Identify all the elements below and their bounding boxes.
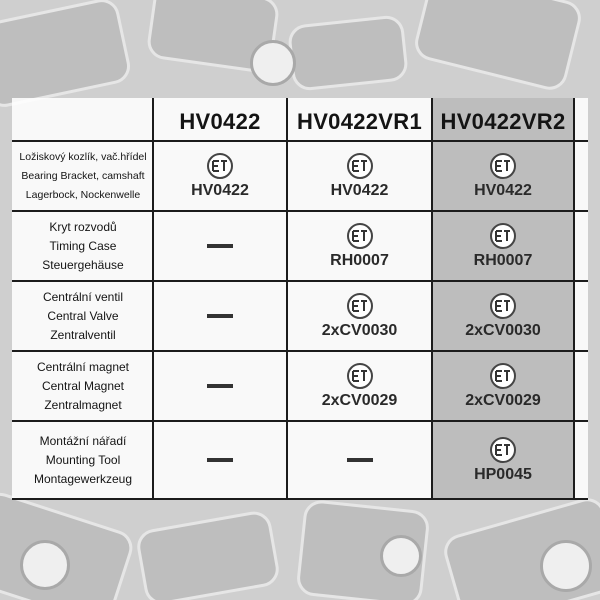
- label-de: Steuergehäuse: [42, 257, 124, 272]
- grid-line: [573, 98, 575, 500]
- label-de: Montagewerkzeug: [33, 471, 133, 486]
- dash-icon: [347, 458, 373, 462]
- column-header: HV0422VR2: [440, 109, 566, 134]
- grid-line: [12, 498, 588, 500]
- table-cell: [433, 352, 573, 420]
- part-code: 2xCV0029: [321, 391, 398, 409]
- label-de: Zentralmagnet: [44, 397, 122, 412]
- label-cz: Centrální ventil: [42, 289, 124, 304]
- et-logo-icon: [347, 293, 373, 319]
- row-label: [14, 422, 152, 498]
- table-cell: [288, 352, 431, 420]
- label-cz: Centrální magnet: [36, 359, 130, 374]
- label-en: Bearing Bracket, camshaft: [21, 169, 145, 182]
- et-logo-icon: [207, 153, 233, 179]
- label-cz: Ložiskový kozlík, vač.hřídel: [19, 150, 147, 163]
- table-cell: [433, 212, 573, 280]
- dash-icon: [207, 384, 233, 388]
- table-cell: [433, 422, 573, 498]
- table-cell: [154, 212, 286, 280]
- row-label: [14, 352, 152, 420]
- part-code: HP0045: [474, 465, 532, 483]
- part-code: HV0422: [191, 181, 249, 199]
- part-code: 2xCV0029: [465, 391, 541, 409]
- part-code: 2xCV0030: [465, 321, 541, 339]
- row-label: [14, 282, 152, 350]
- table-cell: [288, 142, 431, 210]
- row-label: [14, 212, 152, 280]
- table-cell: [288, 422, 431, 498]
- row-label: [14, 142, 152, 210]
- dash-icon: [207, 314, 233, 318]
- table-cell: [288, 282, 431, 350]
- label-en: Timing Case: [49, 238, 117, 253]
- part-code: RH0007: [473, 251, 533, 269]
- column-header: HV0422VR1: [297, 109, 422, 134]
- et-logo-icon: [490, 363, 516, 389]
- table-cell: [154, 142, 286, 210]
- label-de: Zentralventil: [50, 327, 116, 342]
- table-cell: [288, 212, 431, 280]
- dash-icon: [207, 458, 233, 462]
- part-code: RH0007: [330, 251, 389, 269]
- table-cell: [154, 352, 286, 420]
- label-en: Central Magnet: [41, 378, 125, 393]
- et-logo-icon: [347, 223, 373, 249]
- label-de: Lagerbock, Nockenwelle: [25, 188, 141, 201]
- label-en: Central Valve: [47, 308, 119, 323]
- part-code: HV0422: [474, 181, 532, 199]
- et-logo-icon: [490, 437, 516, 463]
- label-cz: Montážní nářadí: [39, 433, 127, 448]
- dash-icon: [207, 244, 233, 248]
- table-cell: [154, 422, 286, 498]
- column-header: HV0422: [179, 109, 261, 134]
- label-en: Mounting Tool: [45, 452, 121, 467]
- table-cell: [154, 282, 286, 350]
- et-logo-icon: [347, 153, 373, 179]
- table-cell: [433, 282, 573, 350]
- et-logo-icon: [490, 293, 516, 319]
- et-logo-icon: [490, 153, 516, 179]
- label-cz: Kryt rozvodů: [49, 219, 117, 234]
- part-code: HV0422: [330, 181, 389, 199]
- et-logo-icon: [347, 363, 373, 389]
- table-cell: [433, 142, 573, 210]
- et-logo-icon: [490, 223, 516, 249]
- part-code: 2xCV0030: [321, 321, 398, 339]
